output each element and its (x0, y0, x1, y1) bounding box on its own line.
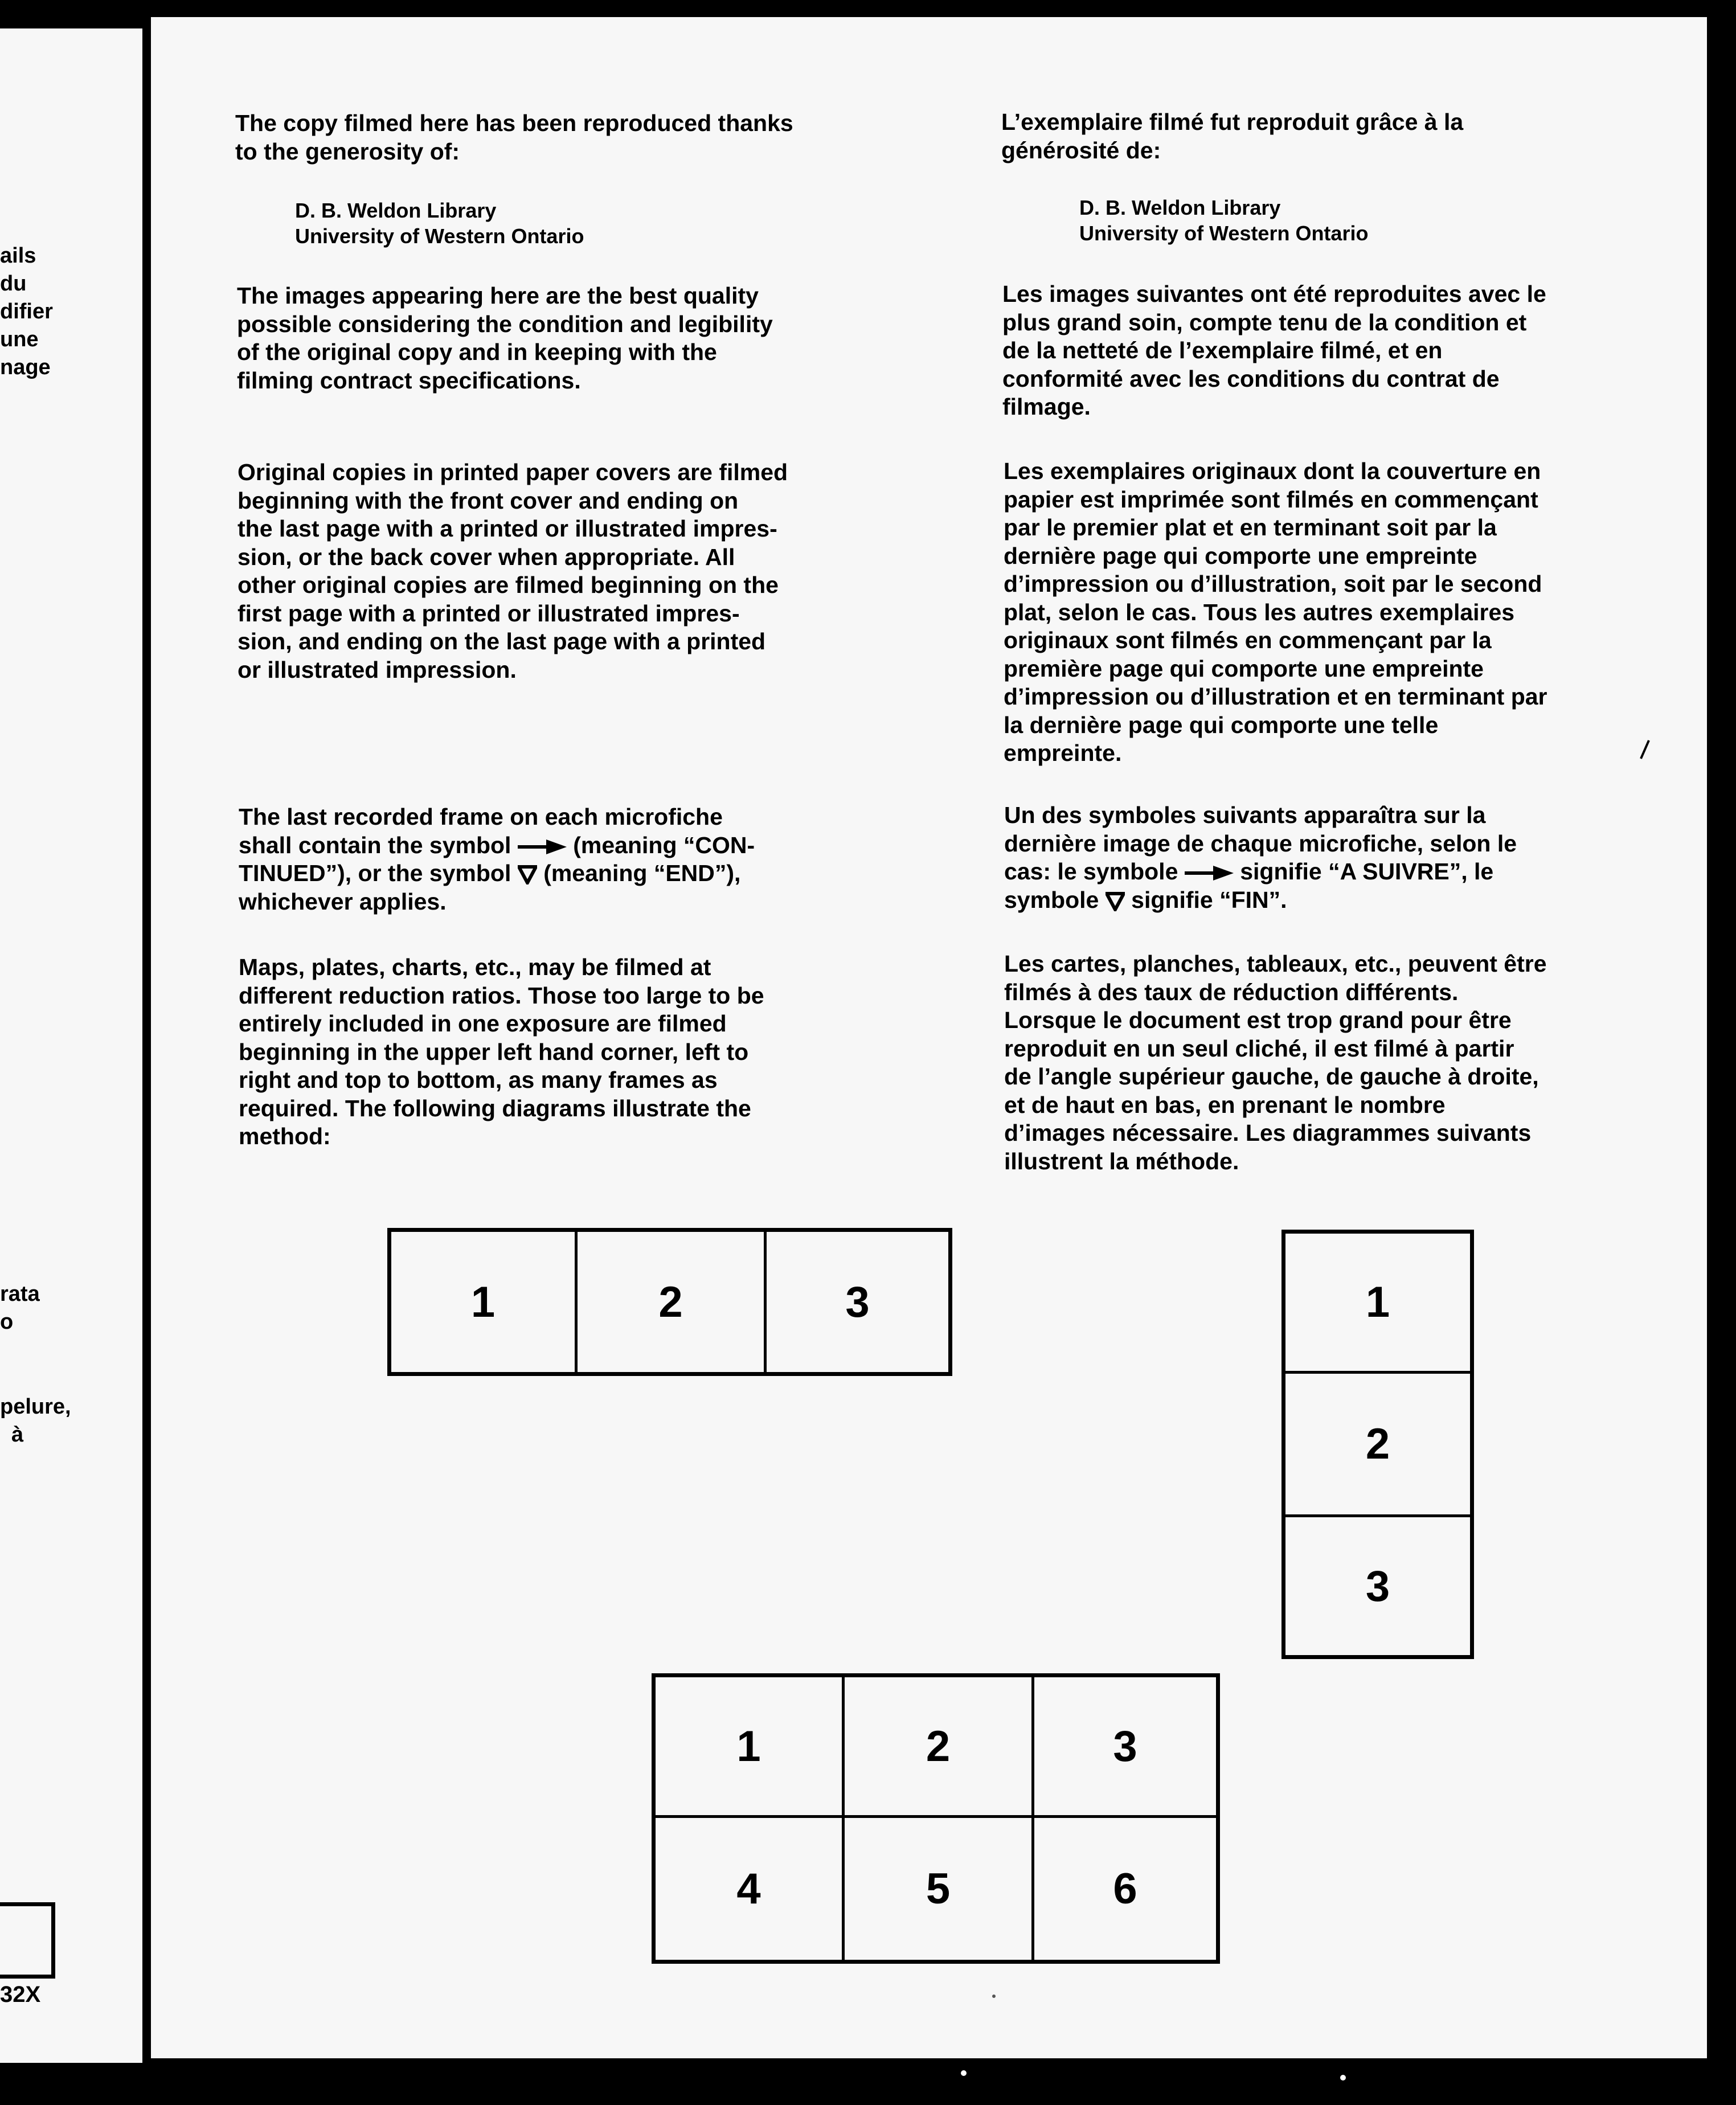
text-line: The copy filmed here has been reproduced thanks (235, 110, 793, 136)
text-line: required. The following diagrams illustrate the (239, 1095, 751, 1121)
continued-arrow-icon (1185, 865, 1234, 882)
text-line: University of Western Ontario (295, 224, 584, 248)
text-line: University of Western Ontario (1079, 222, 1369, 245)
text-line: d’impression ou d’illustration, soit par le second (1004, 571, 1542, 597)
french-originals-paragraph (1004, 457, 1547, 768)
previous-page-strip (0, 28, 142, 2063)
frame-cell: 3 (1365, 1562, 1390, 1611)
text-line: plat, selon le cas. Tous les autres exemplaires (1004, 599, 1515, 625)
text-line (239, 859, 755, 888)
text-line: papier est imprimée sont filmés en commençant (1004, 486, 1538, 513)
text-line: de l’angle supérieur gauche, de gauche à droite, (1004, 1063, 1539, 1090)
french-library-credit (1079, 195, 1368, 246)
text-line: plus grand soin, compte tenu de la condition et (1002, 309, 1527, 335)
scale-box (0, 1902, 55, 1979)
text-line: filmés à des taux de réduction différents. (1004, 978, 1459, 1005)
text-line: method: (239, 1123, 331, 1149)
text-line: to the generosity of: (235, 138, 460, 165)
frame-cell: 2 (845, 1677, 1034, 1818)
text-line: sion, and ending on the last page with a printed (238, 628, 766, 654)
english-library-credit (295, 198, 584, 249)
text-line: or illustrated impression. (238, 656, 517, 683)
text-fragment: signifie “FIN”. (1131, 886, 1287, 913)
text-line: de la netteté de l’exemplaire filmé, et en (1002, 337, 1443, 363)
frame-cell: 6 (1113, 1865, 1137, 1913)
text-line: beginning in the upper left hand corner, left to (239, 1038, 749, 1065)
text-line: par le premier plat et en terminant soit par la (1004, 514, 1497, 540)
french-symbols-paragraph (1004, 801, 1517, 914)
diagram-vertical-frames (1281, 1230, 1474, 1659)
text-fragment: TINUED”), or the symbol (239, 860, 511, 886)
speck (1721, 1228, 1725, 1232)
text-fragment: signifie “A SUIVRE”, le (1240, 858, 1494, 884)
text-line (1004, 886, 1517, 915)
diagram-horizontal-frames (387, 1228, 952, 1376)
text-fragment: (meaning “CON- (573, 832, 755, 858)
strip-line: pelure, (0, 1395, 71, 1419)
speck (1718, 738, 1722, 743)
text-line: whichever applies. (239, 888, 447, 915)
speck (961, 2070, 967, 2076)
text-line: beginning with the front cover and ending on (238, 487, 739, 514)
strip-line: rata (0, 1282, 40, 1306)
text-line: filming contract specifications. (237, 367, 581, 394)
text-line: empreinte. (1004, 740, 1122, 766)
text-line: L’exemplaire filmé fut reproduit grâce à la (1001, 109, 1464, 135)
text-line: first page with a printed or illustrated impres- (238, 600, 740, 626)
text-fragment: (meaning “END”), (543, 860, 741, 886)
text-line: la dernière page qui comporte une telle (1004, 711, 1439, 738)
strip-line: o (0, 1310, 14, 1334)
text-line: illustrent la méthode. (1004, 1148, 1239, 1174)
french-quality-paragraph (1002, 280, 1546, 421)
text-line: The last recorded frame on each microfiche (239, 804, 723, 830)
scale-label: 32X (0, 1982, 41, 2007)
text-line: The images appearing here are the best quality (237, 282, 759, 309)
text-line: other original copies are filmed beginning on the (238, 572, 779, 598)
text-line: dernière page qui comporte une empreinte (1004, 542, 1477, 569)
frame-cell: 1 (656, 1677, 845, 1818)
text-line: d’impression ou d’illustration et en terminant par (1004, 683, 1547, 710)
text-line: filmage. (1002, 394, 1091, 420)
text-line (239, 832, 755, 860)
frame-cell: 1 (391, 1232, 578, 1372)
text-line: of the original copy and in keeping with the (237, 339, 717, 365)
text-line: Un des symboles suivants apparaîtra sur la (1004, 802, 1486, 828)
text-line: originaux sont filmés en commençant par la (1004, 627, 1492, 653)
frame-cell: 3 (1034, 1677, 1216, 1818)
strip-line: du (0, 272, 27, 296)
french-intro (1001, 108, 1463, 165)
text-line: dernière image de chaque microfiche, selon le (1004, 830, 1517, 857)
text-line: sion, or the back cover when appropriate. All (238, 543, 735, 570)
speck (1709, 396, 1714, 401)
text-line: première page qui comporte une empreinte (1004, 655, 1484, 682)
text-line: possible considering the condition and legibility (237, 310, 773, 337)
text-line: générosité de: (1001, 137, 1161, 163)
text-line: Maps, plates, charts, etc., may be filmed at (239, 954, 711, 980)
text-line: the last page with a printed or illustrated impres- (238, 515, 777, 542)
strip-line: nage (0, 355, 51, 379)
frame-cell: 2 (578, 1232, 767, 1372)
english-quality-paragraph (237, 282, 773, 395)
english-maps-paragraph (239, 953, 764, 1151)
text-line: D. B. Weldon Library (1079, 196, 1281, 219)
strip-line: ails (0, 244, 36, 268)
frame-cell: 1 (1285, 1234, 1470, 1374)
text-fragment: cas: le symbole (1004, 858, 1178, 884)
text-line: et de haut en bas, en prenant le nombre (1004, 1091, 1446, 1118)
frame-cell: 3 (845, 1277, 870, 1326)
english-intro (235, 109, 793, 166)
text-fragment: shall contain the symbol (239, 832, 511, 858)
end-triangle-icon (1106, 892, 1125, 911)
text-fragment: symbole (1004, 886, 1099, 913)
strip-line: à (11, 1423, 24, 1447)
english-symbols-paragraph (239, 803, 755, 916)
text-line: Les images suivantes ont été reproduites avec le (1002, 281, 1546, 307)
text-line: D. B. Weldon Library (295, 199, 497, 222)
speck (1340, 2075, 1346, 2081)
continued-arrow-icon (518, 838, 567, 855)
text-line: Lorsque le document est trop grand pour être (1004, 1007, 1512, 1033)
text-line: conformité avec les conditions du contrat de (1002, 365, 1500, 392)
text-line: Original copies in printed paper covers are filmed (238, 459, 788, 485)
strip-line: difier (0, 300, 53, 323)
end-triangle-icon (518, 865, 537, 884)
strip-line: une (0, 327, 39, 351)
text-line (1004, 858, 1517, 886)
text-line: Les cartes, planches, tableaux, etc., peuvent être (1004, 951, 1547, 977)
text-line: reproduit en un seul cliché, il est filmé à partir (1004, 1035, 1514, 1062)
text-line: d’images nécessaire. Les diagrammes suivants (1004, 1120, 1532, 1146)
english-originals-paragraph (238, 458, 788, 684)
text-line: different reduction ratios. Those too large to be (239, 982, 764, 1009)
text-line: Les exemplaires originaux dont la couverture en (1004, 458, 1541, 484)
text-line: right and top to bottom, as many frames as (239, 1067, 718, 1093)
frame-cell: 2 (1285, 1374, 1470, 1517)
frame-cell: 4 (656, 1818, 845, 1960)
diagram-grid-frames (652, 1673, 1220, 1964)
french-maps-paragraph (1004, 950, 1547, 1176)
frame-cell: 5 (845, 1818, 1034, 1960)
text-line: entirely included in one exposure are filmed (239, 1010, 727, 1037)
